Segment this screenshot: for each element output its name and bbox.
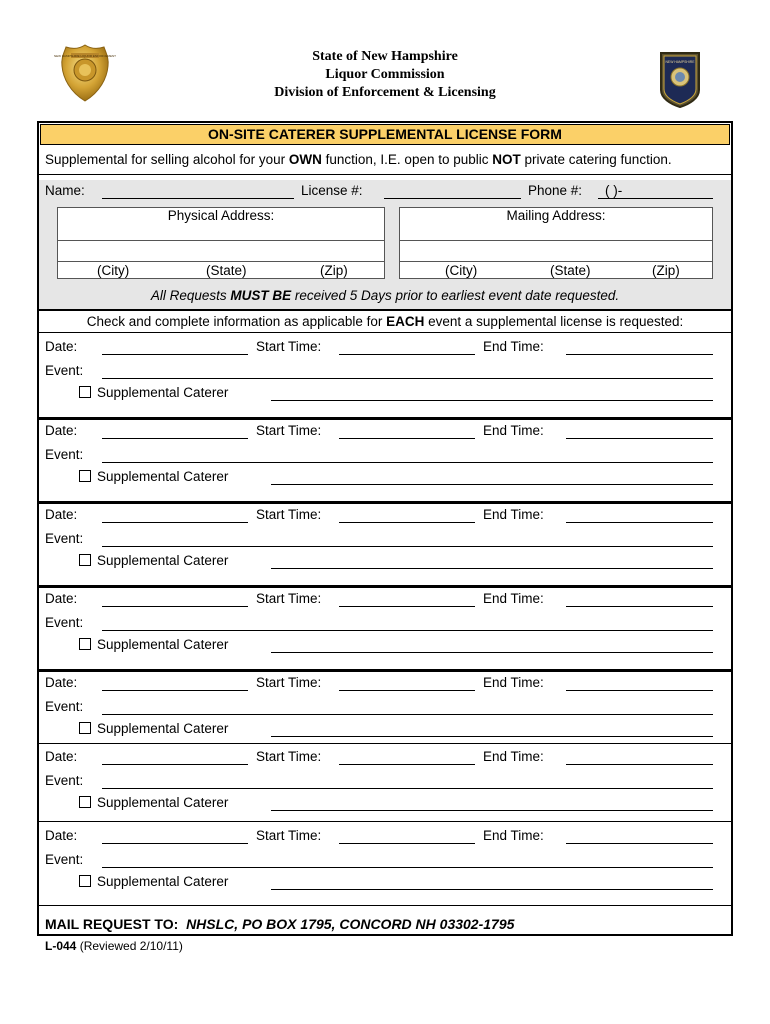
event-4-end-field[interactable] (566, 606, 713, 607)
event-7-event-label: Event: (45, 852, 84, 867)
event-4-supplemental-field[interactable] (271, 652, 713, 653)
event-2-date-label: Date: (45, 423, 78, 438)
event-6-start-label: Start Time: (256, 749, 322, 764)
event-1-supplemental-field[interactable] (271, 400, 713, 401)
mailing-address-label: Mailing Address: (506, 208, 606, 223)
event-4-event-field[interactable] (102, 630, 713, 631)
event-3-supplemental-label: Supplemental Caterer (97, 553, 229, 568)
event-3-end-field[interactable] (566, 522, 713, 523)
event-4-end-label: End Time: (483, 591, 544, 606)
patch-text: NEW HAMPSHIRE (665, 60, 695, 64)
event-7-date-label: Date: (45, 828, 78, 843)
form-number-line (45, 939, 183, 953)
event-3-date-field[interactable] (102, 522, 248, 523)
event-divider (39, 501, 731, 504)
event-2-supplemental-field[interactable] (271, 484, 713, 485)
mail-address: NHSLC, PO BOX 1795, CONCORD NH 03302-1795 (186, 916, 515, 932)
physical-state-label: (State) (206, 263, 247, 278)
police-badge-logo (53, 44, 117, 102)
event-7-supplemental-field[interactable] (271, 889, 713, 890)
phone-field-line (598, 198, 713, 199)
event-2-event-label: Event: (45, 447, 84, 462)
deadline-notice: All Requests MUST BE received 5 Days prior to earliest event date requested. (150, 288, 620, 303)
phone-field[interactable]: ( )- (605, 183, 623, 198)
physical-zip-label: (Zip) (320, 263, 348, 278)
event-5-event-label: Event: (45, 699, 84, 714)
badge-text: NEW HAMPSHIRE LIQUOR ENFORCEMENT (53, 54, 117, 58)
event-5-end-label: End Time: (483, 675, 544, 690)
event-5-start-label: Start Time: (256, 675, 322, 690)
license-label: License #: (301, 183, 363, 198)
divider (39, 174, 731, 175)
divider (39, 905, 731, 906)
mail-request (45, 916, 514, 933)
form-number: L-044 (45, 939, 77, 953)
event-6-supplemental-field[interactable] (271, 810, 713, 811)
event-5-date-label: Date: (45, 675, 78, 690)
event-2-supplemental-checkbox[interactable] (79, 470, 91, 482)
check-instructions: Check and complete information as applicable for EACH event a supplemental license is requested: (86, 314, 684, 329)
event-5-date-field[interactable] (102, 690, 248, 691)
divider (39, 332, 731, 333)
event-6-supplemental-checkbox[interactable] (79, 796, 91, 808)
event-3-start-field[interactable] (339, 522, 475, 523)
event-4-date-field[interactable] (102, 606, 248, 607)
event-2-supplemental-label: Supplemental Caterer (97, 469, 229, 484)
event-5-start-field[interactable] (339, 690, 475, 691)
physical-address-label: Physical Address: (167, 208, 275, 223)
name-label: Name: (45, 183, 85, 198)
event-6-event-field[interactable] (102, 788, 713, 789)
header-commission: Liquor Commission (325, 67, 445, 82)
event-5-end-field[interactable] (566, 690, 713, 691)
event-7-event-field[interactable] (102, 867, 713, 868)
event-4-date-label: Date: (45, 591, 78, 606)
event-1-date-field[interactable] (102, 354, 248, 355)
event-divider (39, 821, 731, 822)
phone-label: Phone #: (528, 183, 583, 198)
event-5-event-field[interactable] (102, 714, 713, 715)
event-2-event-field[interactable] (102, 462, 713, 463)
enforcement-patch-logo (658, 50, 702, 108)
event-divider (39, 743, 731, 744)
event-2-date-field[interactable] (102, 438, 248, 439)
event-7-end-label: End Time: (483, 828, 544, 843)
event-4-event-label: Event: (45, 615, 84, 630)
event-2-end-field[interactable] (566, 438, 713, 439)
event-5-supplemental-field[interactable] (271, 736, 713, 737)
mailing-city-label: (City) (445, 263, 478, 278)
mail-label: MAIL REQUEST TO: (45, 916, 179, 932)
event-5-supplemental-label: Supplemental Caterer (97, 721, 229, 736)
form-title: ON-SITE CATERER SUPPLEMENTAL LICENSE FORM (40, 124, 730, 145)
event-1-end-field[interactable] (566, 354, 713, 355)
event-4-start-field[interactable] (339, 606, 475, 607)
event-4-start-label: Start Time: (256, 591, 322, 606)
event-3-event-label: Event: (45, 531, 84, 546)
event-2-start-field[interactable] (339, 438, 475, 439)
event-7-supplemental-checkbox[interactable] (79, 875, 91, 887)
event-6-date-field[interactable] (102, 764, 248, 765)
event-7-start-label: Start Time: (256, 828, 322, 843)
header-division: Division of Enforcement & Licensing (274, 85, 496, 100)
divider (39, 309, 731, 311)
event-3-supplemental-field[interactable] (271, 568, 713, 569)
event-1-supplemental-label: Supplemental Caterer (97, 385, 229, 400)
event-6-end-field[interactable] (566, 764, 713, 765)
event-divider (39, 417, 731, 420)
mailing-zip-label: (Zip) (652, 263, 680, 278)
event-2-end-label: End Time: (483, 423, 544, 438)
event-7-end-field[interactable] (566, 843, 713, 844)
event-7-date-field[interactable] (102, 843, 248, 844)
event-5-supplemental-checkbox[interactable] (79, 722, 91, 734)
physical-city-label: (City) (97, 263, 130, 278)
event-1-event-field[interactable] (102, 378, 713, 379)
event-1-date-label: Date: (45, 339, 78, 354)
event-7-supplemental-label: Supplemental Caterer (97, 874, 229, 889)
intro-text: Supplemental for selling alcohol for your OWN function, I.E. open to public NOT private catering function. (45, 152, 672, 167)
event-4-supplemental-checkbox[interactable] (79, 638, 91, 650)
event-6-event-label: Event: (45, 773, 84, 788)
event-3-start-label: Start Time: (256, 507, 322, 522)
event-3-event-field[interactable] (102, 546, 713, 547)
name-field[interactable] (102, 198, 294, 199)
event-divider (39, 585, 731, 588)
event-3-supplemental-checkbox[interactable] (79, 554, 91, 566)
event-1-supplemental-checkbox[interactable] (79, 386, 91, 398)
event-3-date-label: Date: (45, 507, 78, 522)
event-4-supplemental-label: Supplemental Caterer (97, 637, 229, 652)
reviewed-date: (Reviewed 2/10/11) (79, 939, 183, 953)
event-6-end-label: End Time: (483, 749, 544, 764)
event-1-start-field[interactable] (339, 354, 475, 355)
event-1-event-label: Event: (45, 363, 84, 378)
event-6-start-field[interactable] (339, 764, 475, 765)
event-1-start-label: Start Time: (256, 339, 322, 354)
event-divider (39, 669, 731, 672)
event-3-end-label: End Time: (483, 507, 544, 522)
event-2-start-label: Start Time: (256, 423, 322, 438)
mailing-state-label: (State) (550, 263, 591, 278)
event-6-supplemental-label: Supplemental Caterer (97, 795, 229, 810)
header-state: State of New Hampshire (312, 49, 458, 64)
event-7-start-field[interactable] (339, 843, 475, 844)
license-field[interactable] (384, 198, 521, 199)
event-6-date-label: Date: (45, 749, 78, 764)
event-1-end-label: End Time: (483, 339, 544, 354)
